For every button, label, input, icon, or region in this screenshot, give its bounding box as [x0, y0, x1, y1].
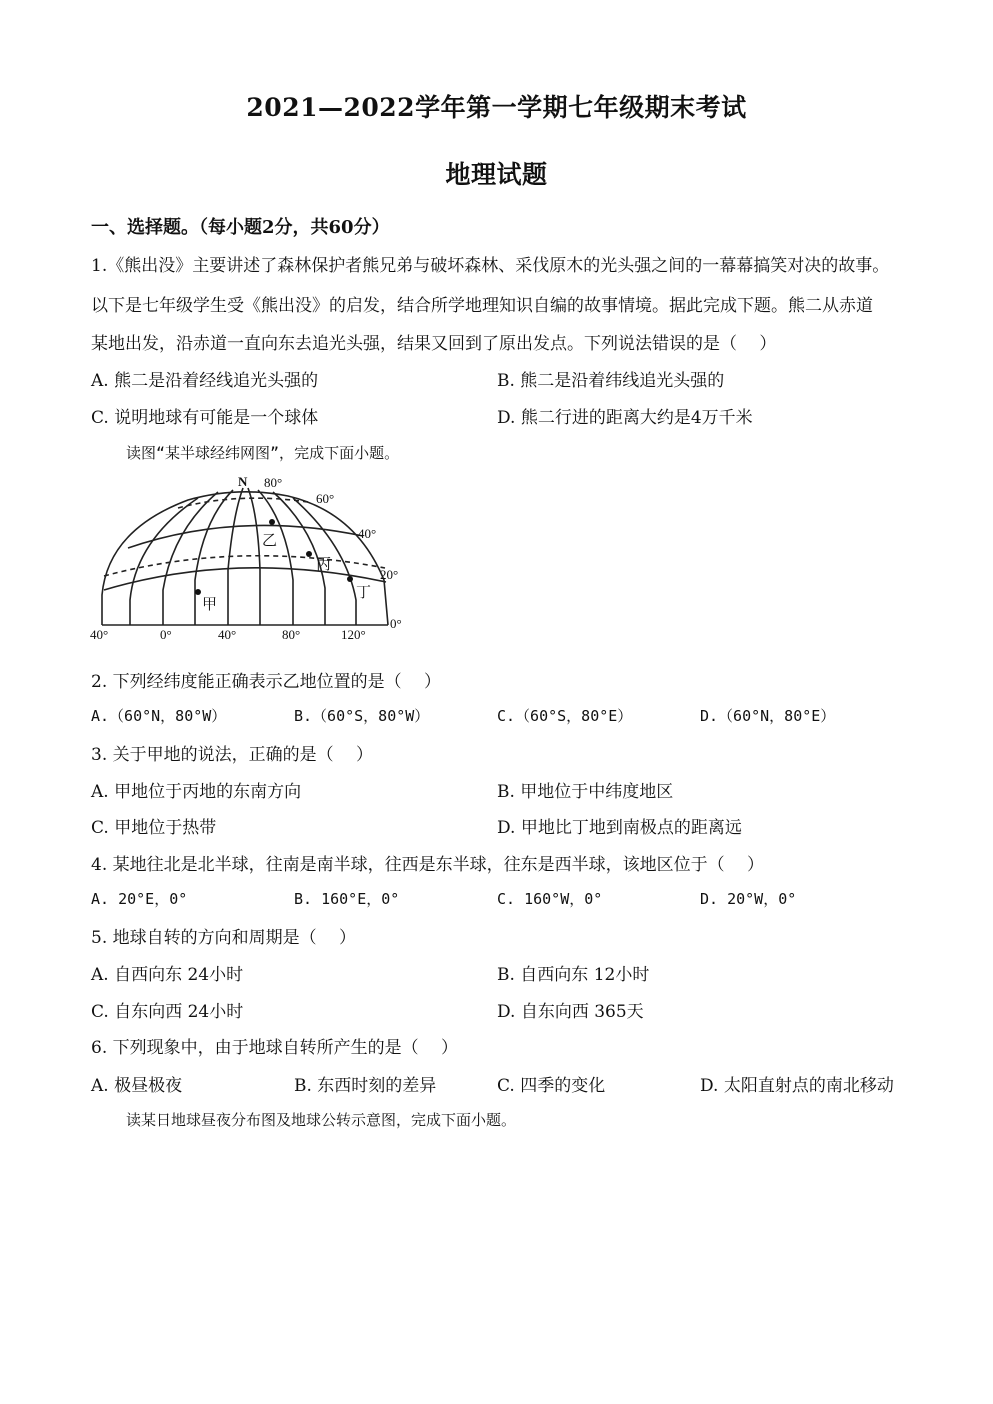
q2-option-c: C.（60°S，80°E） [497, 707, 633, 725]
q6-option-c: C. 四季的变化 [497, 1076, 606, 1096]
label-lon40-e: 40° [218, 627, 237, 642]
label-lat80: 80° [264, 475, 283, 490]
q4-option-b: B. 160°E，0° [294, 890, 400, 908]
q6-option-d: D. 太阳直射点的南北移动 [700, 1076, 894, 1096]
q2-option-d: D.（60°N，80°E） [700, 707, 836, 725]
q2-option-a: A.（60°N，80°W） [91, 707, 227, 725]
q4-option-d: D. 20°W，0° [700, 890, 797, 908]
q4-option-c: C. 160°W，0° [497, 890, 603, 908]
q5-option-a: A. 自西向东 24小时 [91, 965, 244, 985]
q1-option-c: C. 说明地球有可能是一个球体 [91, 408, 319, 428]
point-jia [195, 589, 201, 595]
question-1-line-1: 1.《熊出没》主要讲述了森林保护者熊兄弟与破坏森林、采伐原木的光头强之间的一幕幕搞笑对决的故事。 [91, 256, 890, 276]
q4-option-a: A. 20°E，0° [91, 890, 188, 908]
q2-option-b: B.（60°S，80°W） [294, 707, 430, 725]
section-heading: 一、选择题。（每小题2分，共60分） [91, 217, 390, 238]
label-bing: 丙 [316, 557, 332, 573]
label-lon40-w: 40° [90, 627, 109, 642]
q6-option-a: A. 极昼极夜 [91, 1076, 183, 1096]
hemisphere-outline [102, 492, 388, 625]
q3-option-c: C. 甲地位于热带 [91, 818, 217, 838]
meridian-1 [130, 498, 198, 625]
label-lat0: 0° [390, 616, 402, 631]
point-ding [347, 576, 353, 582]
label-lon0: 0° [160, 627, 172, 642]
meridian-6 [258, 490, 293, 625]
latitude-20 [104, 568, 386, 590]
label-lat60: 60° [316, 491, 335, 506]
hemisphere-grid-map [88, 470, 418, 650]
question-2-stem: 2. 下列经纬度能正确表示乙地位置的是（ ） [91, 672, 442, 692]
question-1-line-3: 某地出发，沿赤道一直向东去追光头强，结果又回到了原出发点。下列说法错误的是（ ） [91, 334, 777, 354]
question-5-stem: 5. 地球自转的方向和周期是（ ） [91, 928, 357, 948]
q1-option-b: B. 熊二是沿着纬线追光头强的 [497, 371, 725, 391]
q1-option-a: A. 熊二是沿着经线追光头强的 [91, 371, 319, 391]
question-3-stem: 3. 关于甲地的说法，正确的是（ ） [91, 745, 374, 765]
question-6-stem: 6. 下列现象中，由于地球自转所产生的是（ ） [91, 1038, 459, 1058]
question-1-line-2: 以下是七年级学生受《熊出没》的启发，结合所学地理知识自编的故事情境。据此完成下题。熊二从赤道 [91, 296, 873, 316]
label-north: N [238, 474, 248, 489]
label-ding: 丁 [356, 585, 372, 601]
label-lon120: 120° [341, 627, 366, 642]
q5-option-d: D. 自东向西 365天 [497, 1002, 644, 1022]
figure-caption-2: 读某日地球昼夜分布图及地球公转示意图，完成下面小题。 [126, 1111, 517, 1129]
map-caption: 读图“某半球经纬网图”，完成下面小题。 [126, 444, 400, 462]
exam-subtitle: 地理试题 [445, 160, 548, 189]
q3-option-a: A. 甲地位于丙地的东南方向 [91, 782, 302, 802]
q5-option-b: B. 自西向东 12小时 [497, 965, 650, 985]
label-lat40: 40° [358, 526, 377, 541]
q3-option-d: D. 甲地比丁地到南极点的距离远 [497, 818, 742, 838]
tropic-line [104, 556, 385, 576]
label-lat20: 20° [380, 567, 399, 582]
point-yi [269, 519, 275, 525]
label-jia: 甲 [202, 597, 218, 613]
q5-option-c: C. 自东向西 24小时 [91, 1002, 244, 1022]
label-lon80: 80° [282, 627, 301, 642]
point-bing [306, 551, 312, 557]
question-4-stem: 4. 某地往北是北半球，往南是南半球，往西是东半球，往东是西半球，该地区位于（ ） [91, 855, 765, 875]
label-yi: 乙 [262, 533, 278, 549]
q6-option-b: B. 东西时刻的差异 [294, 1076, 437, 1096]
q1-option-d: D. 熊二行进的距离大约是4万千米 [497, 408, 753, 428]
exam-title: 2021—2022学年第一学期七年级期末考试 [246, 93, 747, 122]
q3-option-b: B. 甲地位于中纬度地区 [497, 782, 674, 802]
